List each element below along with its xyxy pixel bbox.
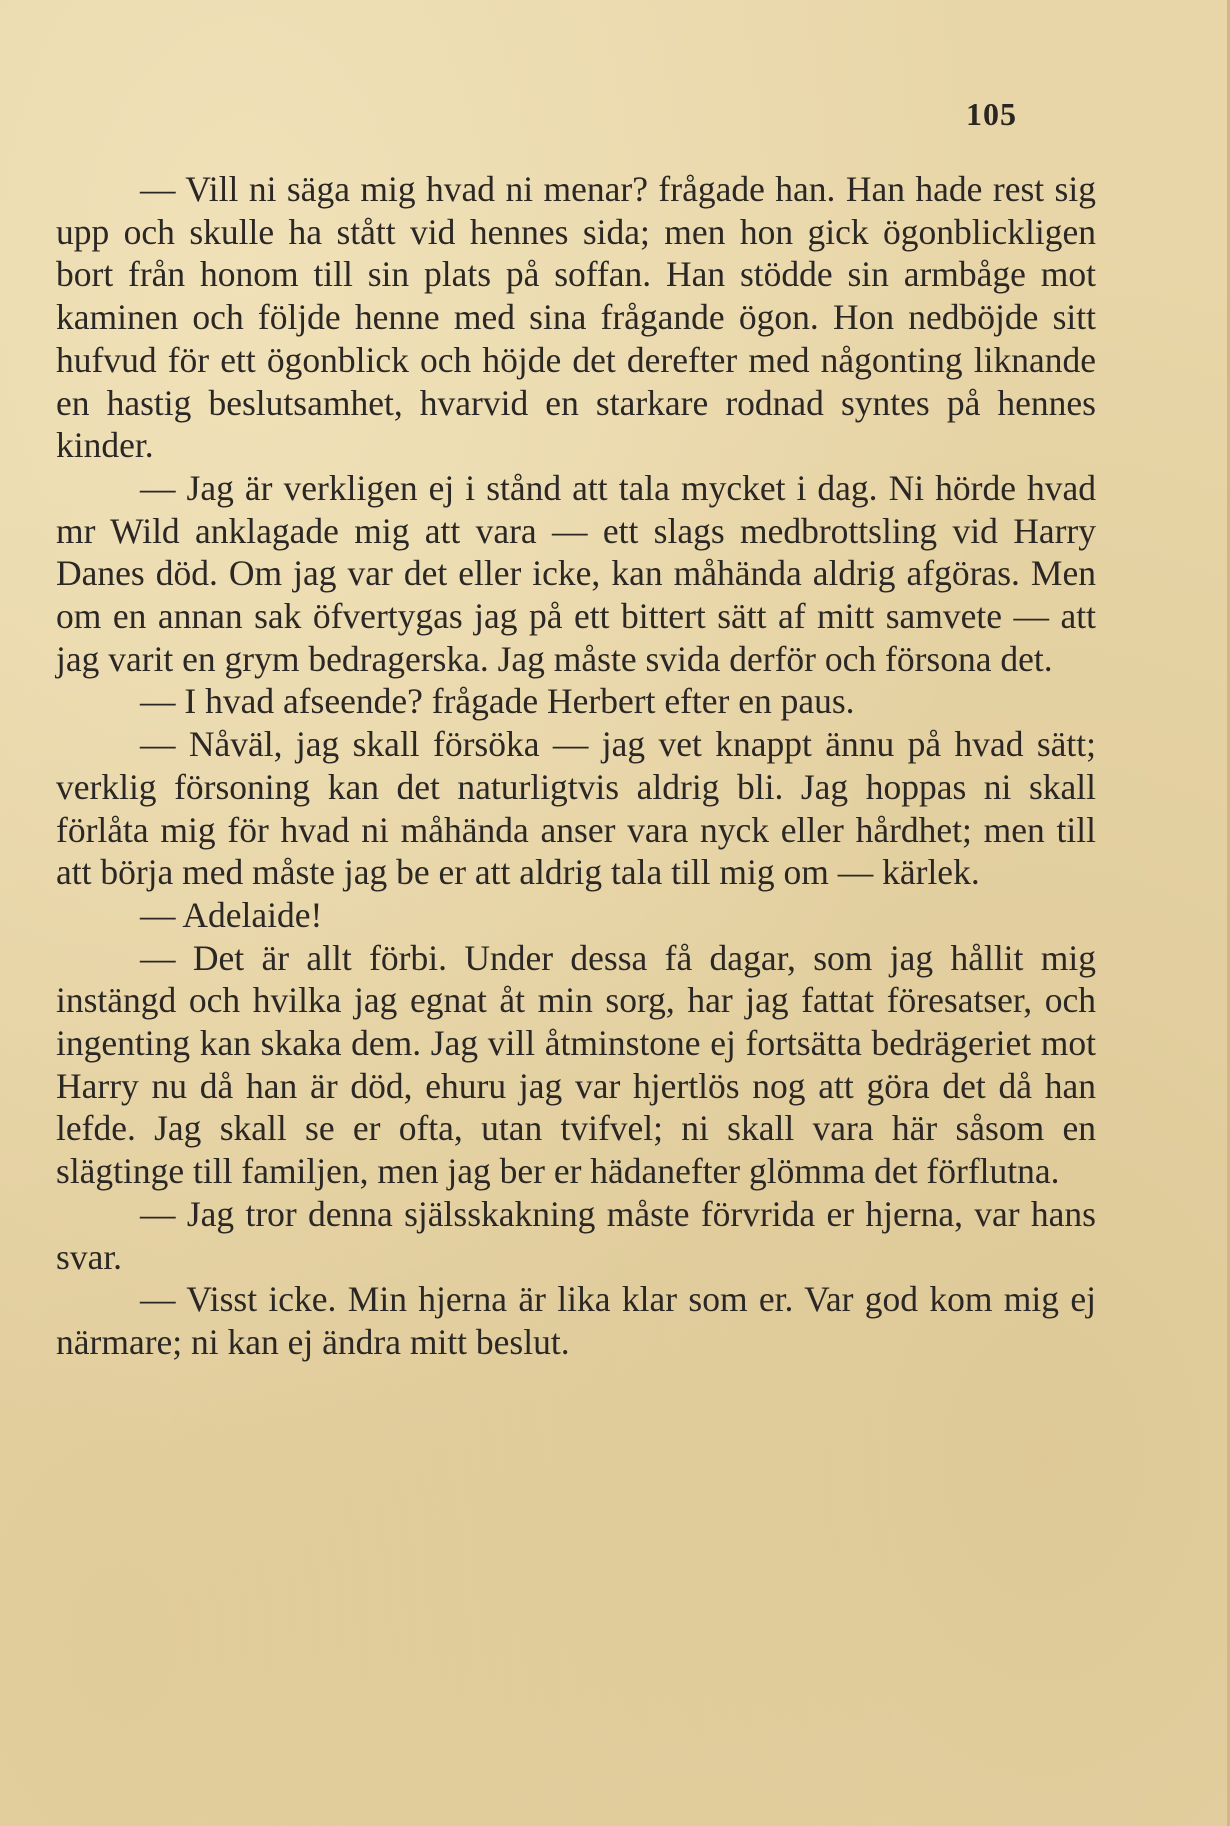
paragraph: — I hvad afseende? frågade Herbert efter en paus. <box>140 681 855 722</box>
paragraph: — Nåväl, jag skall försöka — jag vet knappt ännu på hvad sätt; verklig försoning kan det naturligtvis aldrig bli. Jag hoppas ni skall förlåta mig för hvad ni måhända anser vara nyck eller hårdhet; men till att börja med måste jag be er att aldrig tala till mig om — kärlek. <box>56 724 1096 893</box>
paragraph: — Vill ni säga mig hvad ni menar? frågade han. Han hade rest sig upp och skulle ha stått vid hennes sida; men hon gick ögonblickligen bort från honom till sin plats på soffan. Han stödde sin armbåge mot kaminen och följde henne med sina frågande ögon. Hon nedböjde sitt hufvud för ett ögonblick och höjde det derefter med någonting liknande en hastig beslutsamhet, hvarvid en starkare rodnad syntes på hennes kinder. <box>56 169 1096 466</box>
paragraph: — Det är allt förbi. Under dessa få dagar, som jag hållit mig instängd och hvilka jag egnat åt min sorg, har jag fattat föresatser, och ingenting kan skaka dem. Jag vill åtminstone ej fortsätta bedrägeriet mot Harry nu då han är död, ehuru jag var hjertlös nog att göra det då han lefde. Jag skall se er ofta, utan tvifvel; ni skall vara här såsom en slägtinge till familjen, men jag ber er hädanefter glömma det förflutna. <box>56 937 1096 1192</box>
paragraph: — Jag är verkligen ej i stånd att tala mycket i dag. Ni hörde hvad mr Wild anklagade mig att vara — ett slags medbrottsling vid Harry Danes död. Om jag var det eller icke, kan måhända aldrig afgöras. Men om en annan sak öfvertygas jag på ett bittert sätt af mitt samvete — att jag varit en grym bedragerska. Jag måste svida derför och försona det. <box>56 467 1096 679</box>
paragraph: — Visst icke. Min hjerna är lika klar som er. Var god kom mig ej närmare; ni kan ej ändra mitt beslut. <box>56 1279 1096 1362</box>
paragraph: — Jag tror denna själsskakning måste förvrida er hjerna, var hans svar. <box>56 1193 1096 1277</box>
paragraph: — Adelaide! <box>140 894 323 935</box>
page-number: 105 <box>966 96 1017 132</box>
body-text <box>56 168 1096 1364</box>
